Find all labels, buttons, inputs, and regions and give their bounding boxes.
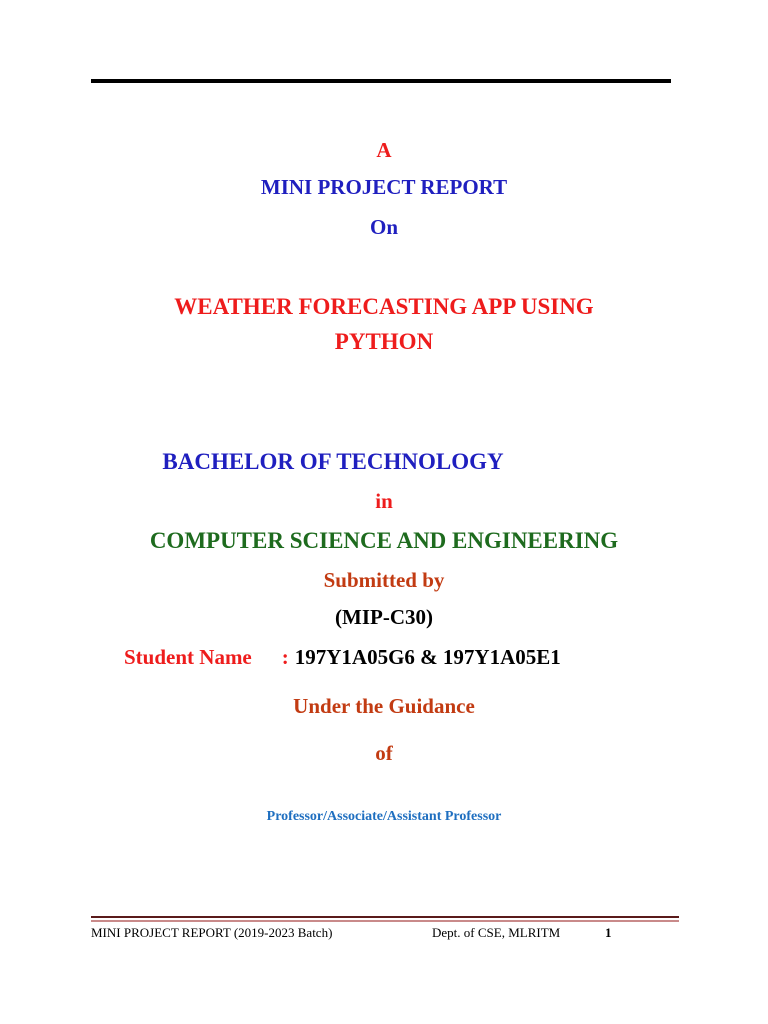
guidance-line1: Under the Guidance bbox=[293, 694, 475, 718]
degree-branch: COMPUTER SCIENCE AND ENGINEERING bbox=[149, 528, 619, 553]
top-divider bbox=[91, 79, 671, 83]
page-number: 1 bbox=[605, 925, 612, 940]
footer-divider-accent bbox=[91, 920, 679, 922]
group-code: (MIP-C30) bbox=[335, 605, 433, 629]
student-ids: 197Y1A05G6 & 197Y1A05E1 bbox=[294, 645, 561, 669]
guide-designation: Professor/Associate/Assistant Professor bbox=[266, 809, 502, 824]
project-title-line1: WEATHER FORECASTING APP USING bbox=[174, 294, 594, 319]
title-a: A bbox=[376, 138, 392, 162]
student-row bbox=[124, 647, 561, 668]
guidance-line2: of bbox=[375, 741, 393, 765]
submitted-by: Submitted by bbox=[323, 568, 445, 592]
student-colon: : bbox=[281, 645, 289, 669]
degree-name: BACHELOR OF TECHNOLOGY bbox=[162, 449, 504, 474]
footer-divider bbox=[91, 916, 679, 918]
on-word: On bbox=[369, 215, 398, 239]
project-title-line2: PYTHON bbox=[334, 329, 434, 354]
student-label: Student Name bbox=[124, 645, 252, 669]
report-heading: MINI PROJECT REPORT bbox=[260, 175, 508, 199]
degree-in: in bbox=[375, 489, 393, 513]
footer-department: Dept. of CSE, MLRITM bbox=[432, 925, 561, 940]
footer-report-batch: MINI PROJECT REPORT (2019-2023 Batch) bbox=[91, 925, 333, 940]
